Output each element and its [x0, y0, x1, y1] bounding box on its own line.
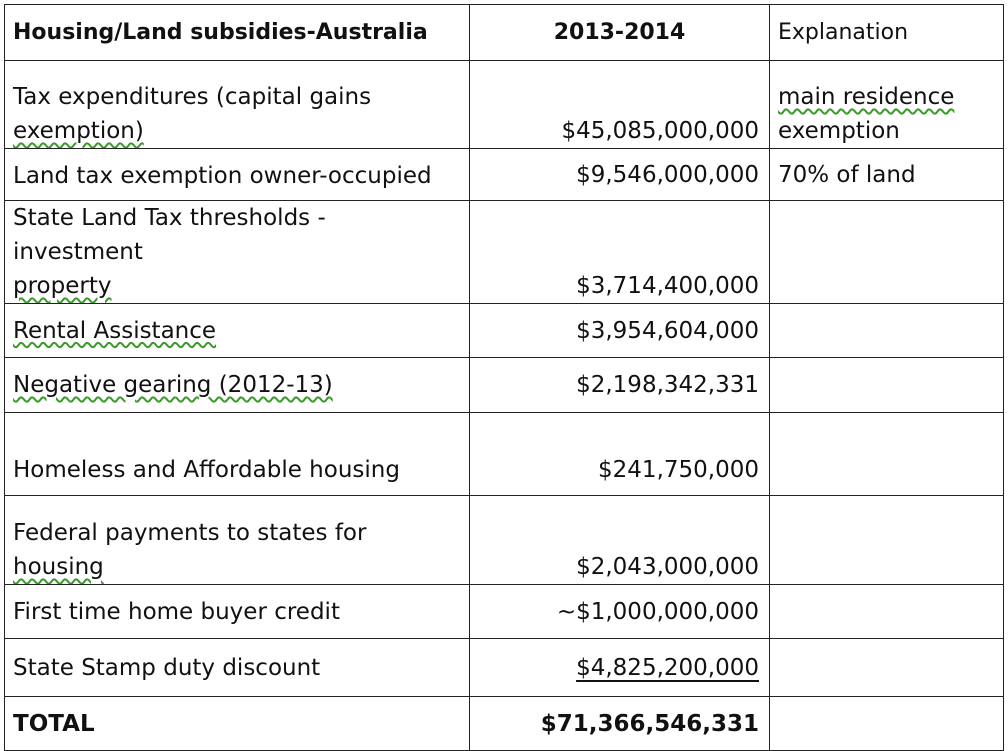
spellcheck-underlined-text: property — [13, 273, 112, 299]
underlined-value: $4,825,200,000 — [576, 654, 759, 681]
header-row — [5, 5, 1004, 61]
explanation-line: exemption — [778, 118, 900, 144]
table-row — [5, 304, 1004, 358]
row-explanation: 70% of land — [770, 149, 1004, 201]
table-row — [5, 585, 1004, 639]
row-label — [5, 201, 470, 304]
spellcheck-underlined-text: main residence — [778, 84, 955, 110]
row-value: $3,714,400,000 — [470, 201, 770, 304]
row-label-line: Tax expenditures (capital gains — [13, 84, 372, 110]
table-row — [5, 639, 1004, 697]
row-label: Homeless and Affordable housing — [5, 413, 470, 496]
total-row — [5, 697, 1004, 751]
row-explanation — [770, 413, 1004, 496]
row-explanation — [770, 585, 1004, 639]
row-explanation — [770, 496, 1004, 585]
row-value: ~$1,000,000,000 — [470, 585, 770, 639]
row-label — [5, 496, 470, 585]
row-label: State Stamp duty discount — [5, 639, 470, 697]
header-label: Housing/Land subsidies-Australia — [5, 5, 470, 61]
row-value: $241,750,000 — [470, 413, 770, 496]
spellcheck-underlined-text: housing — [13, 554, 104, 580]
table-row — [5, 413, 1004, 496]
header-explanation: Explanation — [770, 5, 1004, 61]
table-row — [5, 358, 1004, 413]
row-explanation — [770, 61, 1004, 149]
row-explanation — [770, 358, 1004, 413]
row-label: Land tax exemption owner-occupied — [5, 149, 470, 201]
row-label-line: State Land Tax thresholds - investment — [13, 205, 326, 265]
total-label: TOTAL — [5, 697, 470, 751]
row-explanation — [770, 201, 1004, 304]
row-value: $2,198,342,331 — [470, 358, 770, 413]
spellcheck-underlined-text: exemption) — [13, 118, 144, 144]
total-value: $71,366,546,331 — [470, 697, 770, 751]
row-label — [5, 358, 470, 413]
row-explanation — [770, 304, 1004, 358]
row-value: $2,043,000,000 — [470, 496, 770, 585]
row-label — [5, 304, 470, 358]
row-value: $3,954,604,000 — [470, 304, 770, 358]
spellcheck-underlined-text: Negative gearing (2012-13) — [13, 372, 333, 398]
row-label: First time home buyer credit — [5, 585, 470, 639]
subsidies-table — [4, 4, 1004, 751]
table-row — [5, 61, 1004, 149]
row-label-line — [13, 550, 461, 584]
row-value — [470, 639, 770, 697]
row-label-line: Federal payments to states for — [13, 520, 367, 546]
spellcheck-underlined-text: Rental Assistance — [13, 317, 217, 344]
row-value: $45,085,000,000 — [470, 61, 770, 149]
table-row — [5, 201, 1004, 304]
table-row — [5, 149, 1004, 201]
explanation-line — [778, 80, 999, 114]
row-value: $9,546,000,000 — [470, 149, 770, 201]
row-explanation — [770, 639, 1004, 697]
header-year: 2013-2014 — [470, 5, 770, 61]
row-label — [5, 61, 470, 149]
table-row — [5, 496, 1004, 585]
total-explanation — [770, 697, 1004, 751]
row-label-line — [13, 114, 461, 148]
row-label-line — [13, 269, 461, 303]
